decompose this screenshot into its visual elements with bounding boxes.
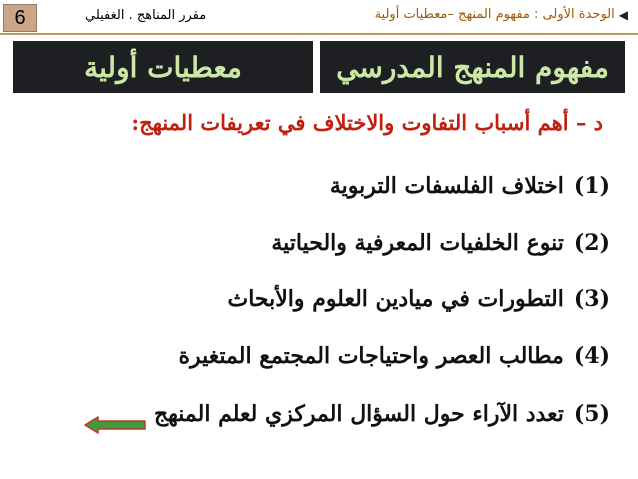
page-number-badge: 6	[3, 4, 37, 32]
header-right-title: مفهوم المنهج المدرسي	[320, 41, 625, 93]
triangle-left-icon: ◀	[618, 7, 628, 22]
header-divider	[0, 33, 638, 35]
list-item-text: تعدد الآراء حول السؤال المركزي لعلم المنهج	[153, 401, 564, 427]
list-item-text: مطالب العصر واحتياجات المجتمع المتغيرة	[178, 343, 564, 369]
list-item-text: التطورات في ميادين العلوم والأبحاث	[227, 286, 564, 312]
list-item-text: تنوع الخلفيات المعرفية والحياتية	[271, 230, 564, 256]
header-left-title: معطيات أولية	[13, 41, 313, 93]
back-arrow-icon[interactable]	[84, 416, 146, 434]
list-item	[228, 286, 610, 312]
list-item-number: (5)	[573, 401, 610, 427]
course-author: مقرر المناهج . الغفيلي	[85, 8, 207, 23]
breadcrumb-text: الوحدة الأولى : مفهوم المنهج –معطيات أولية	[374, 7, 615, 22]
list-item	[271, 230, 610, 256]
list-item	[179, 343, 611, 369]
list-item-number: (1)	[573, 173, 610, 199]
list-item-number: (2)	[573, 230, 610, 256]
list-item	[154, 401, 610, 427]
breadcrumb	[375, 7, 628, 22]
list-item-number: (4)	[573, 343, 610, 369]
list-item	[330, 173, 610, 199]
section-title: د – أهم أسباب التفاوت والاختلاف في تعريفات المنهج:	[131, 110, 603, 135]
list-item-text: اختلاف الفلسفات التربوية	[329, 173, 564, 199]
top-bar	[0, 0, 638, 34]
list-item-number: (3)	[573, 286, 610, 312]
